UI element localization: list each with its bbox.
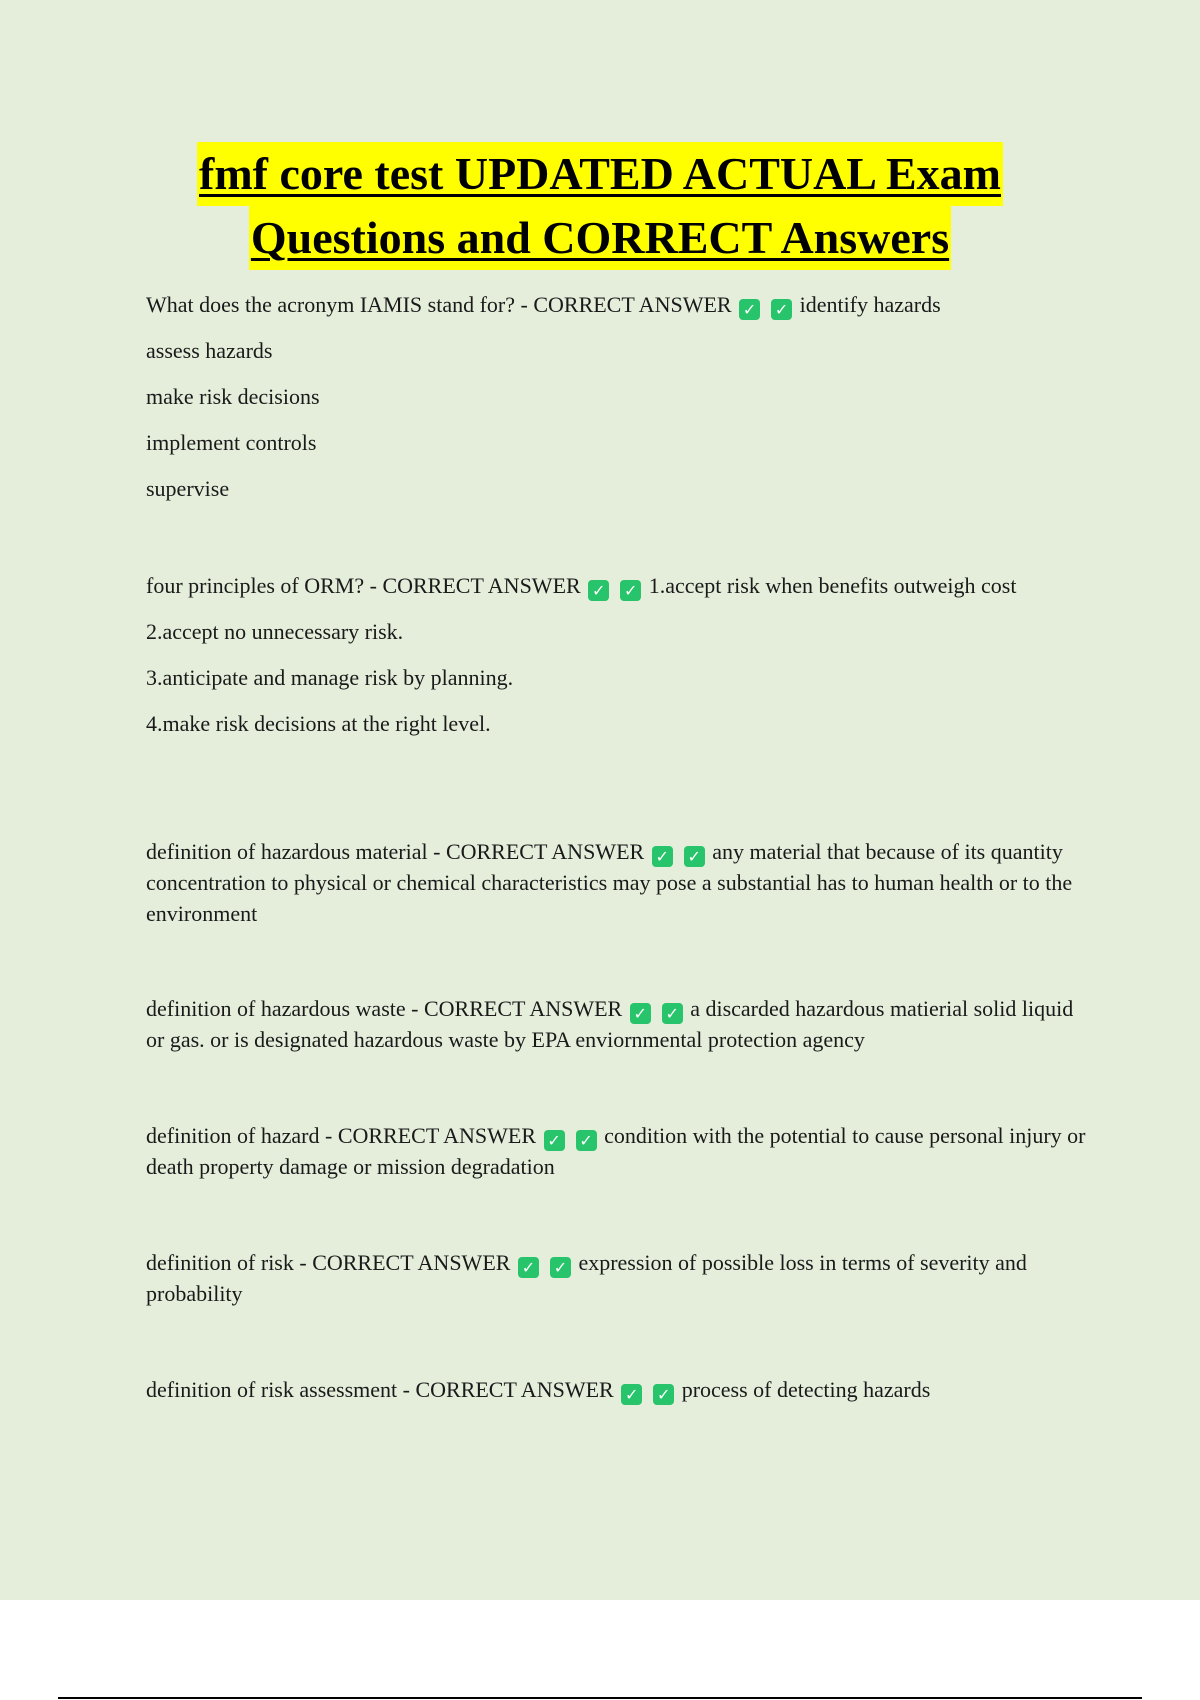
title-line-1: fmf core test UPDATED ACTUAL Exam <box>197 142 1003 206</box>
answer-text: process of detecting hazards <box>681 1377 931 1402</box>
qa-item-iamis <box>146 289 1086 504</box>
title-line-2: Questions and CORRECT Answers <box>249 206 951 270</box>
question-text: definition of hazardous material - CORRECT ANSWER <box>146 839 645 864</box>
page-title <box>120 142 1080 270</box>
answer-extra-line: assess hazards <box>146 338 273 363</box>
question-text: definition of hazardous waste - CORRECT ANSWER <box>146 996 623 1021</box>
qa-item-risk <box>146 1247 1086 1309</box>
qa-question-line <box>146 570 1086 601</box>
qa-question-line <box>146 1120 1086 1182</box>
question-text: definition of risk assessment - CORRECT ANSWER <box>146 1377 614 1402</box>
qa-question-line <box>146 1247 1086 1309</box>
answer-extra-line: 3.anticipate and manage risk by planning. <box>146 665 514 690</box>
qa-question-line <box>146 289 1086 320</box>
qa-item-risk-assessment <box>146 1374 1086 1405</box>
answer-text: any material that because of its quantity concentration to physical or chemical characteristics may pose a substantial has to human health or to the environment <box>146 839 1073 926</box>
question-text: four principles of ORM? - CORRECT ANSWER <box>146 573 581 598</box>
answer-extra-line: supervise <box>146 476 230 501</box>
answer-extra-line: make risk decisions <box>146 384 320 409</box>
qa-item-orm-principles <box>146 570 1086 739</box>
check-mark-icon: ✓ <box>588 580 609 601</box>
check-mark-icon: ✓ <box>684 846 705 867</box>
check-mark-icon: ✓ <box>771 299 792 320</box>
answer-text: 1.accept risk when benefits outweigh cost <box>648 573 1017 598</box>
question-text: definition of risk - CORRECT ANSWER <box>146 1250 511 1275</box>
check-mark-icon: ✓ <box>653 1384 674 1405</box>
check-mark-icon: ✓ <box>544 1130 565 1151</box>
footer-divider <box>58 1697 1142 1699</box>
check-mark-icon: ✓ <box>652 846 673 867</box>
qa-item-hazard <box>146 1120 1086 1182</box>
answer-extra-line: implement controls <box>146 430 317 455</box>
check-mark-icon: ✓ <box>662 1003 683 1024</box>
question-text: What does the acronym IAMIS stand for? - CORRECT ANSWER <box>146 292 732 317</box>
qa-question-line <box>146 836 1086 929</box>
check-mark-icon: ✓ <box>518 1257 539 1278</box>
answer-text: a discarded hazardous matierial solid liquid or gas. or is designated hazardous waste by EPA enviornmental protection agency <box>146 996 1074 1052</box>
check-mark-icon: ✓ <box>630 1003 651 1024</box>
check-mark-icon: ✓ <box>576 1130 597 1151</box>
answer-text: condition with the potential to cause personal injury or death property damage or mission degradation <box>146 1123 1086 1179</box>
answer-extra-line: 4.make risk decisions at the right level. <box>146 711 491 736</box>
qa-item-hazardous-material <box>146 836 1086 929</box>
check-mark-icon: ✓ <box>620 580 641 601</box>
qa-question-line <box>146 1374 1086 1405</box>
qa-question-line <box>146 993 1086 1055</box>
check-mark-icon: ✓ <box>621 1384 642 1405</box>
check-mark-icon: ✓ <box>739 299 760 320</box>
qa-item-hazardous-waste <box>146 993 1086 1055</box>
check-mark-icon: ✓ <box>550 1257 571 1278</box>
answer-text: identify hazards <box>799 292 941 317</box>
question-text: definition of hazard - CORRECT ANSWER <box>146 1123 537 1148</box>
answer-text: expression of possible loss in terms of severity and probability <box>146 1250 1027 1306</box>
answer-extra-line: 2.accept no unnecessary risk. <box>146 619 404 644</box>
